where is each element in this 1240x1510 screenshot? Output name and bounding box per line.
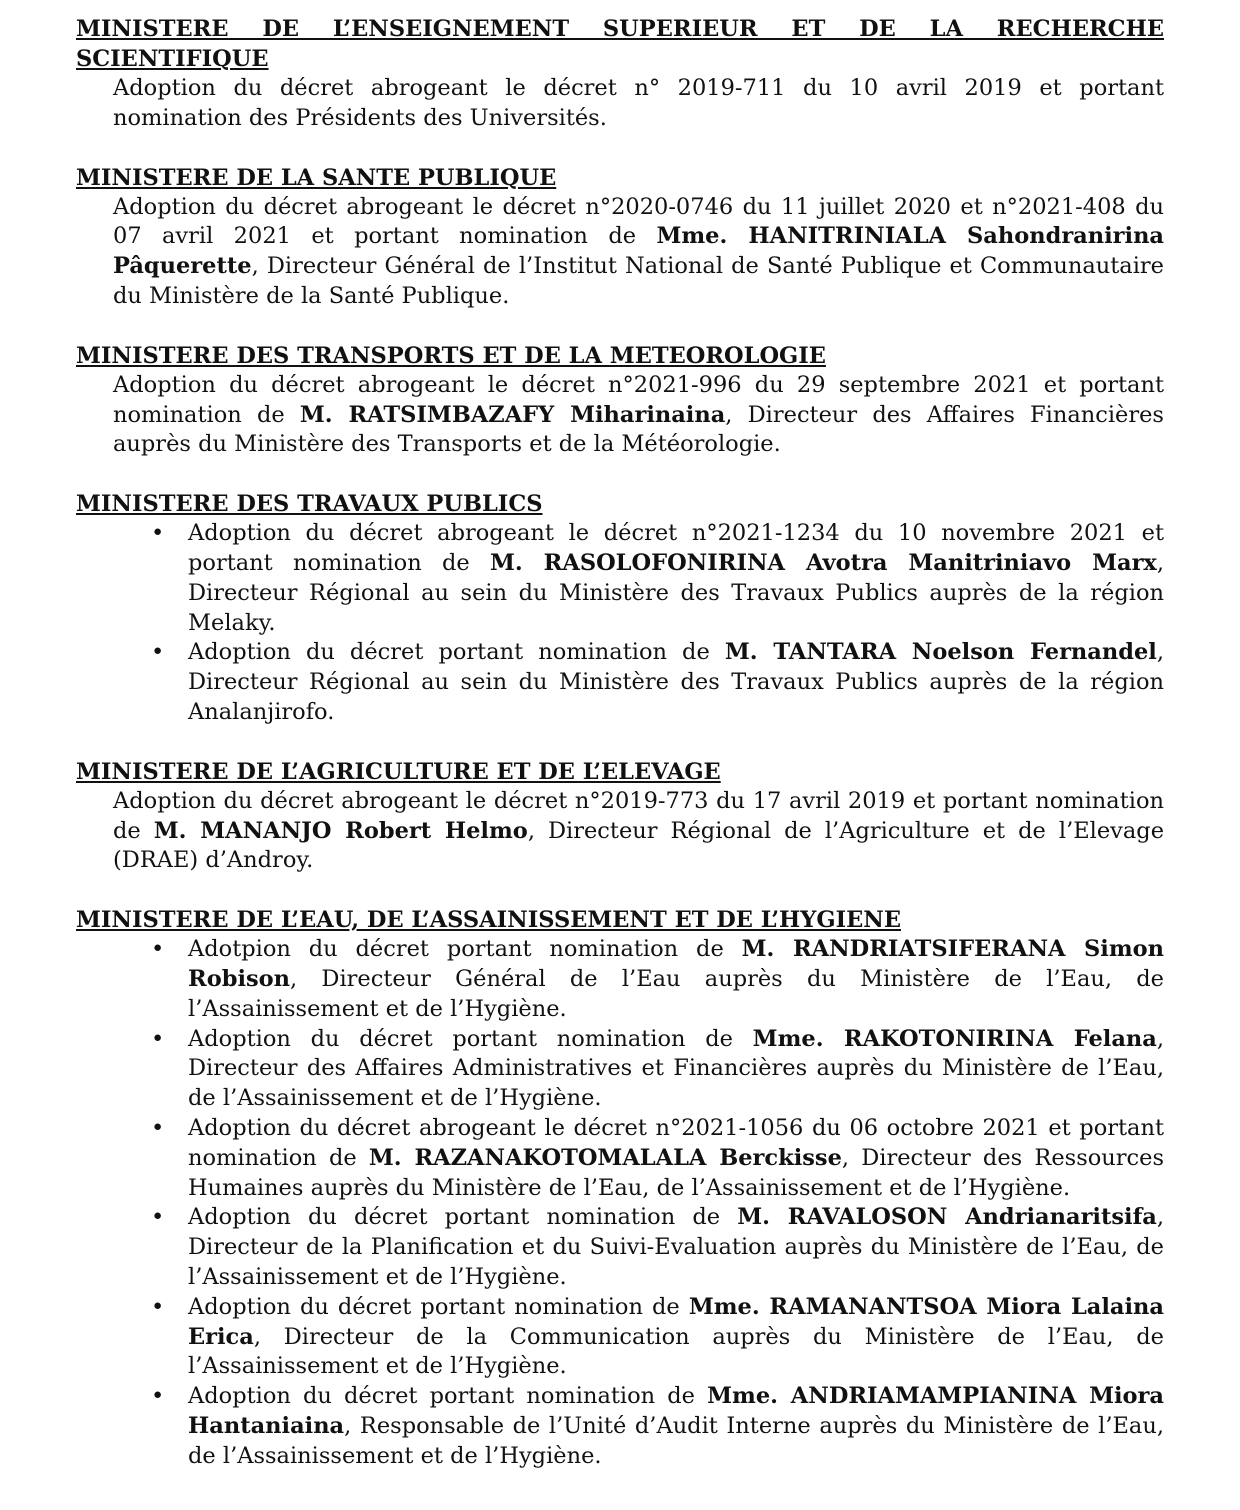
decree-list bbox=[76, 519, 1164, 728]
bullet-icon: • bbox=[151, 520, 165, 547]
decree-paragraph bbox=[113, 193, 1164, 312]
section-transports-meteorologie bbox=[76, 341, 1164, 460]
decree-paragraph bbox=[113, 787, 1164, 876]
decree-text: Adoption du décret portant nomination de bbox=[188, 1383, 708, 1410]
appointee-name: M. RAZANAKOTOMALALA Berckisse bbox=[368, 1144, 842, 1171]
bullet-icon: • bbox=[151, 639, 165, 666]
appointee-role: , Directeur Régional au sein du Ministère des Travaux Publics auprès de la région Melaky. bbox=[188, 549, 1164, 636]
section-heading: MINISTERE DE L’AGRICULTURE ET DE L’ELEVAGE bbox=[76, 758, 721, 785]
appointee-role: , Responsable de l’Unité d’Audit Interne auprès du Ministère de l’Eau, de l’Assainissement et de l’Hygiène. bbox=[188, 1412, 1164, 1469]
decree-text: Adoption du décret abrogeant le décret n°2020-0746 du 11 juillet 2020 et n°2021-408 du 07 avril 2021 et portant nomination de bbox=[113, 193, 1164, 250]
list-item bbox=[76, 638, 1164, 727]
section-heading: MINISTERE DE LA SANTE PUBLIQUE bbox=[76, 164, 557, 191]
bullet-icon: • bbox=[151, 936, 165, 963]
list-item bbox=[76, 935, 1164, 1024]
decree-text: Adoption du décret portant nomination de bbox=[188, 639, 725, 666]
section-travaux-publics bbox=[76, 489, 1164, 728]
list-item bbox=[76, 519, 1164, 638]
decree-text: Adoption du décret abrogeant le décret n°2021-996 du 29 septembre 2021 et portant nomination de bbox=[113, 371, 1164, 428]
bullet-icon: • bbox=[151, 1293, 165, 1320]
appointee-name: M. MANANJO Robert Helmo bbox=[153, 817, 528, 844]
appointee-name: Mme. RAKOTONIRINA Felana bbox=[752, 1025, 1157, 1052]
appointee-role: , Directeur Général de l’Eau auprès du Ministère de l’Eau, de l’Assainissement et de l’Hygiène. bbox=[188, 965, 1164, 1022]
bullet-icon: • bbox=[151, 1114, 165, 1141]
section-heading: MINISTERE DES TRANSPORTS ET DE LA METEOROLOGIE bbox=[76, 342, 826, 369]
list-item bbox=[76, 1382, 1164, 1471]
bullet-icon: • bbox=[151, 1025, 165, 1052]
section-heading: MINISTERE DES TRAVAUX PUBLICS bbox=[76, 491, 543, 518]
appointee-name: M. RASOLOFONIRINA Avotra Manitriniavo Marx bbox=[489, 549, 1157, 576]
section-enseignement-superieur bbox=[76, 14, 1164, 134]
list-item bbox=[76, 1293, 1164, 1382]
appointee-role: , Directeur de la Planification et du Suivi-Evaluation auprès du Ministère de l’Eau, de l’Assainissement et de l’Hygiène. bbox=[188, 1204, 1164, 1290]
decree-paragraph bbox=[113, 371, 1164, 460]
decree-text: Adoption du décret portant nomination de bbox=[188, 1293, 689, 1320]
appointee-name: Mme. RAMANANTSOA Miora Lalaina Erica bbox=[188, 1293, 1164, 1350]
appointee-role: , Directeur Général de l’Institut National de Santé Publique et Communautaire du Ministère de la Santé Publique. bbox=[113, 253, 1164, 309]
section-sante-publique bbox=[76, 163, 1164, 312]
section-heading: MINISTERE DE L’ENSEIGNEMENT SUPERIEUR ET DE LA RECHERCHE SCIENTIFIQUE bbox=[76, 16, 1164, 72]
appointee-name: M. RAVALOSON Andrianaritsifa bbox=[737, 1204, 1157, 1231]
list-item bbox=[76, 1025, 1164, 1114]
appointee-name: M. TANTARA Noelson Fernandel bbox=[724, 639, 1157, 666]
appointee-name: Mme. ANDRIAMAMPIANINA Miora Hantaniaina bbox=[188, 1383, 1164, 1439]
decree-paragraph bbox=[113, 74, 1164, 134]
appointee-role: , Directeur de la Communication auprès du Ministère de l’Eau, de l’Assainissement et de l’Hygiène. bbox=[188, 1323, 1164, 1380]
list-item bbox=[76, 1203, 1164, 1292]
decree-text: Adoption du décret abrogeant le décret n°2021-1234 du 10 novembre 2021 et portant nomination de bbox=[188, 520, 1164, 576]
decree-text: Adoption du décret abrogeant le décret n° 2019-711 du 10 avril 2019 et portant nomination des Présidents des Universités. bbox=[113, 75, 1164, 131]
bullet-icon: • bbox=[151, 1383, 165, 1410]
section-eau-assainissement-hygiene bbox=[76, 905, 1164, 1471]
decree-text: Adoption du décret portant nomination de bbox=[188, 1204, 738, 1231]
section-agriculture-elevage bbox=[76, 757, 1164, 876]
decree-text: Adoption du décret abrogeant le décret n°2019-773 du 17 avril 2019 et portant nomination de bbox=[113, 787, 1164, 844]
appointee-name: Mme. HANITRINIALA Sahondranirina Pâquerette bbox=[113, 223, 1165, 280]
appointee-role: , Directeur Régional de l’Agriculture et de l’Elevage (DRAE) d’Androy. bbox=[113, 817, 1165, 874]
appointee-role: , Directeur des Affaires Administratives et Financières auprès du Ministère de l’Eau, de l’Assainissement et de l’Hygiène. bbox=[188, 1025, 1164, 1112]
appointee-role: , Directeur des Affaires Financières auprès du Ministère des Transports et de la Météorologie. bbox=[113, 401, 1164, 458]
section-heading: MINISTERE DE L’EAU, DE L’ASSAINISSEMENT ET DE L’HYGIENE bbox=[76, 907, 901, 934]
bullet-icon: • bbox=[151, 1204, 165, 1231]
appointee-name: M. RATSIMBAZAFY Miharinaina bbox=[299, 401, 726, 428]
appointee-role: , Directeur des Ressources Humaines auprès du Ministère de l’Eau, de l’Assainissement et de l’Hygiène. bbox=[188, 1144, 1164, 1201]
appointee-name: M. RANDRIATSIFERANA Simon Robison bbox=[188, 936, 1164, 992]
appointee-role: , Directeur Régional au sein du Ministère des Travaux Publics auprès de la région Analanjirofo. bbox=[188, 639, 1164, 725]
decree-text: Adotpion du décret portant nomination de bbox=[188, 936, 742, 963]
decree-text: Adoption du décret portant nomination de bbox=[188, 1025, 753, 1052]
list-item bbox=[76, 1114, 1164, 1203]
decree-text: Adoption du décret abrogeant le décret n°2021-1056 du 06 octobre 2021 et portant nomination de bbox=[188, 1114, 1164, 1171]
decree-list bbox=[76, 935, 1164, 1471]
